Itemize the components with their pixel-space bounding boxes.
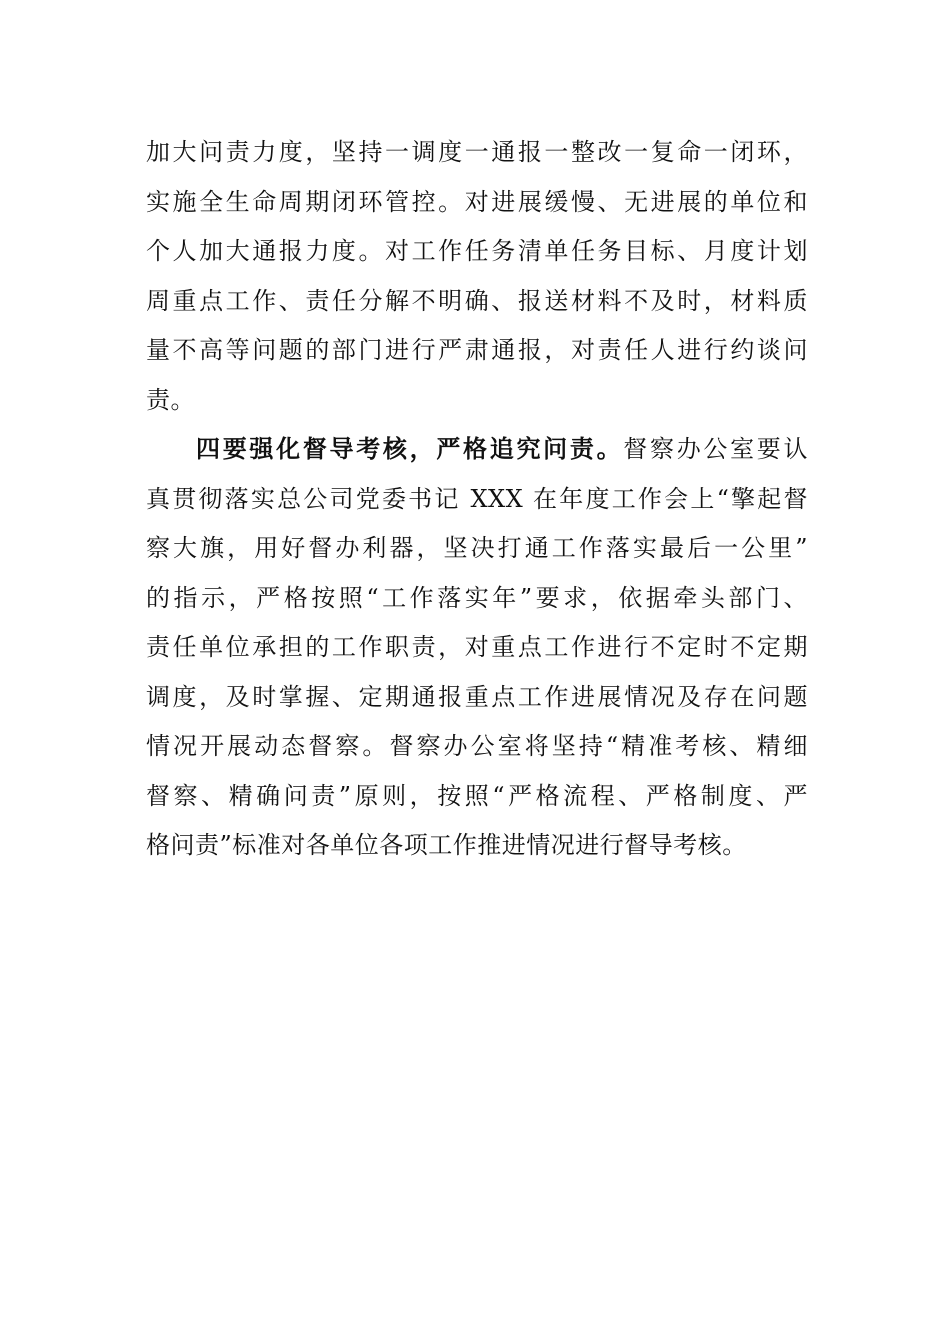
text-line: 量不高等问题的部门进行严肃通报，对责任人进行约谈问	[146, 336, 808, 364]
text-line: 察大旗，用好督办利器，坚决打通工作落实最后一公里”	[146, 534, 808, 562]
text-line: 真贯彻落实总公司党委书记 XXX 在年度工作会上“擎起督	[146, 484, 808, 513]
paragraph-supervision	[146, 425, 808, 871]
text-line: 周重点工作、责任分解不明确、报送材料不及时，材料质	[146, 286, 808, 315]
paragraph-accountability	[146, 128, 808, 425]
text-line: 个人加大通报力度。对工作任务清单任务目标、月度计划	[146, 237, 808, 265]
text-line: 实施全生命周期闭环管控。对进展缓慢、无进展的单位和	[146, 187, 808, 216]
text-span: 督察办公室要认	[623, 435, 809, 463]
text-line: 责任单位承担的工作职责，对重点工作进行不定时不定期	[146, 633, 808, 661]
paragraph-heading: 四要强化督导考核，严格追究问责。	[196, 435, 624, 463]
text-line: 督察、精确问责”原则，按照“严格流程、严格制度、严	[146, 781, 808, 810]
text-line: 调度，及时掌握、定期通报重点工作进展情况及存在问题	[146, 682, 808, 711]
text-line: 的指示，严格按照“工作落实年”要求，依据牵头部门、	[146, 583, 808, 612]
text-line: 加大问责力度，坚持一调度一通报一整改一复命一闭环，	[146, 138, 808, 166]
text-line: 情况开展动态督察。督察办公室将坚持“精准考核、精细	[146, 732, 808, 760]
text-line: 责。	[146, 385, 195, 414]
paragraph-first-line	[146, 425, 808, 475]
text-line: 格问责”标准对各单位各项工作推进情况进行督导考核。	[146, 831, 747, 859]
document-body	[146, 128, 808, 871]
